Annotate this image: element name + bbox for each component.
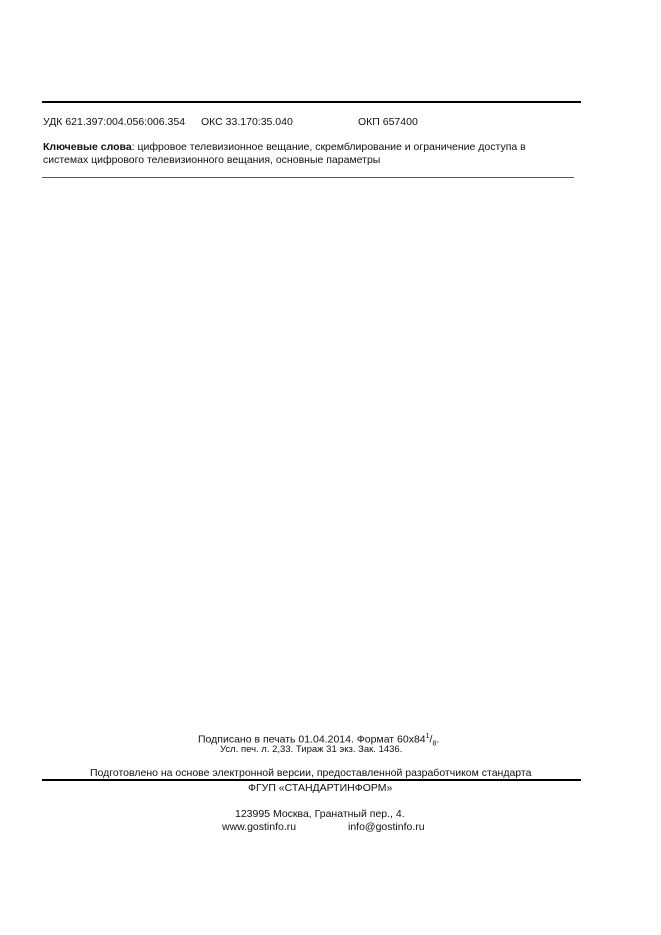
keywords-line-1: [43, 141, 526, 154]
prepared-line: Подготовлено на основе электронной версии, предоставленной разработчиком стандарта: [90, 767, 532, 779]
keywords-text-1: : цифровое телевизионное вещание, скремблирование и ограничение доступа в: [131, 141, 526, 153]
publisher-name: ФГУП «СТАНДАРТИНФОРМ»: [248, 782, 393, 794]
keywords-line-2: системах цифрового телевизионного вещания, основные параметры: [43, 154, 381, 166]
udk-code: УДК 621.397:004.056:006.354: [43, 116, 186, 128]
oks-code: ОКС 33.170:35.040: [201, 116, 293, 128]
publisher-email[interactable]: info@gostinfo.ru: [348, 821, 425, 833]
keywords-rule: [42, 177, 574, 178]
okp-code: ОКП 657400: [358, 116, 418, 128]
publisher-address: 123995 Москва, Гранатный пер., 4.: [235, 808, 405, 820]
keywords-label: Ключевые слова: [43, 141, 132, 153]
signed-text: Подписано в печать 01.04.2014. Формат 60x84: [198, 733, 426, 746]
publisher-website[interactable]: www.gostinfo.ru: [222, 821, 297, 833]
format-end: .: [436, 733, 440, 746]
bottom-rule: [42, 779, 581, 781]
print-line: Усл. печ. л. 2,33. Тираж 31 экз. Зак. 1436.: [220, 744, 403, 755]
signed-line: Подписано в печать 01.04.2014. Формат $60x84^1/_8$.: [198, 733, 440, 748]
format-numerator: 1: [425, 733, 430, 740]
top-rule: [42, 101, 581, 103]
format-denominator: 8: [432, 740, 437, 748]
